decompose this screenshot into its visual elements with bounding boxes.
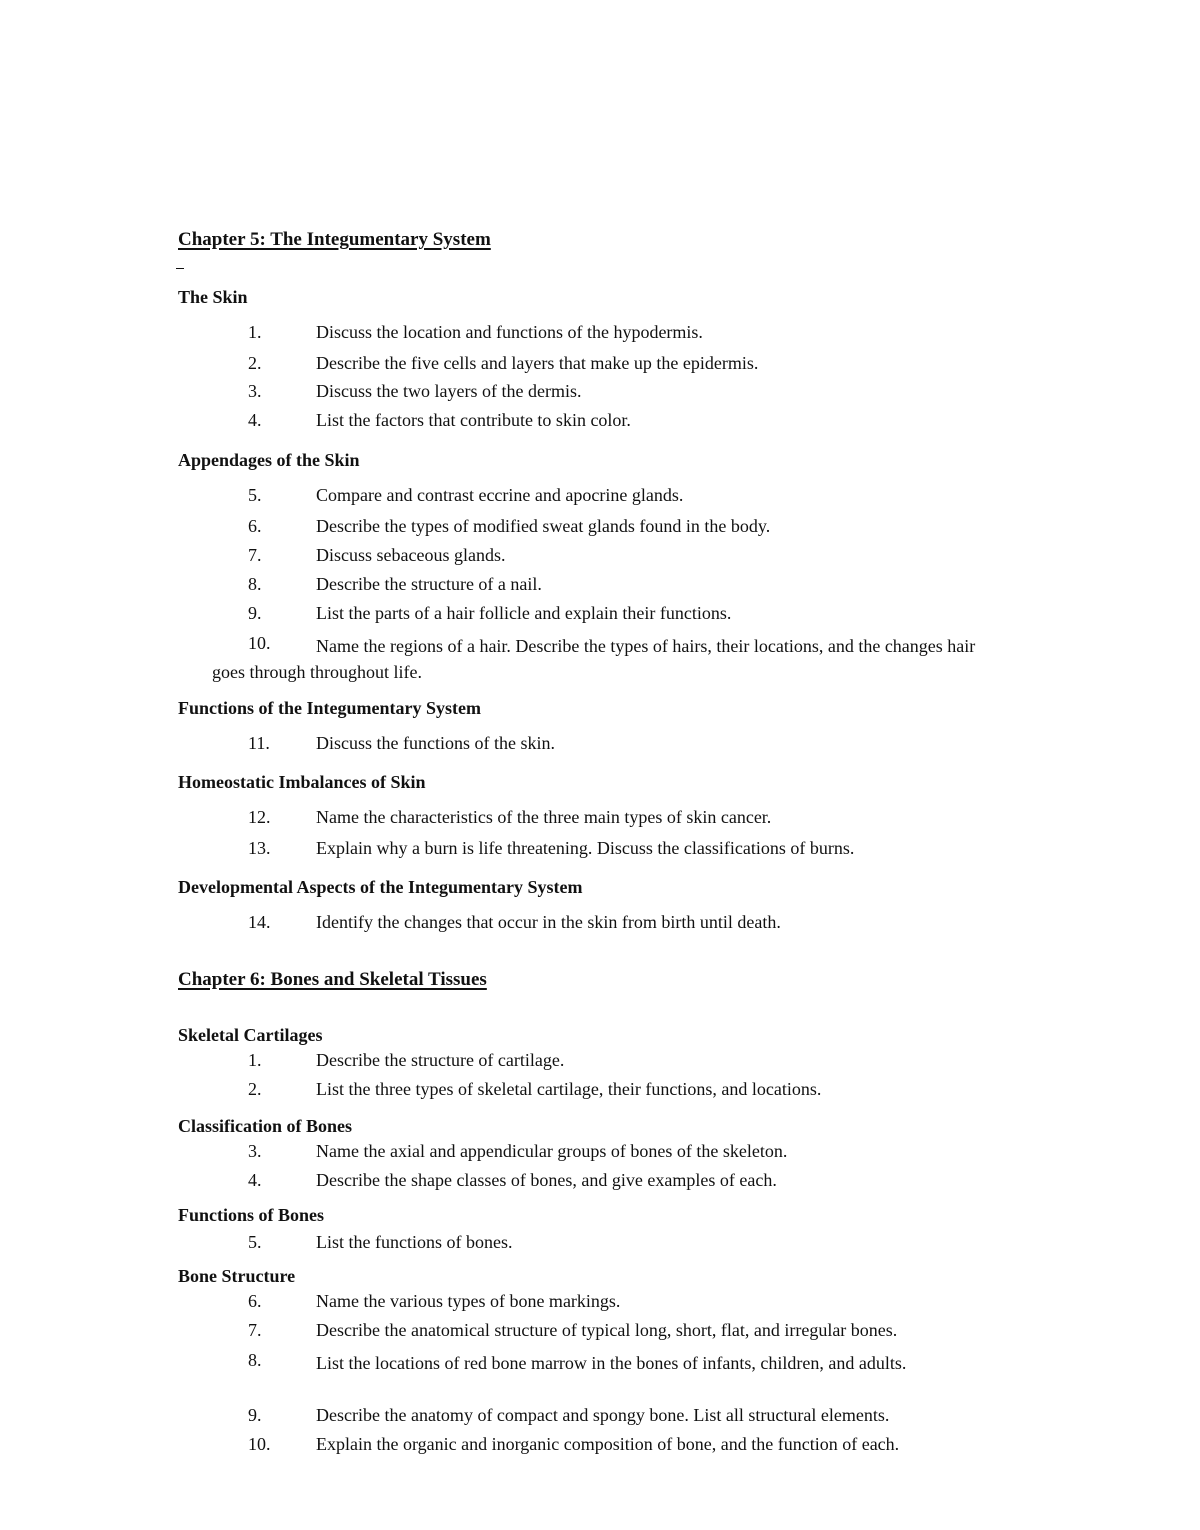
section-heading-functions-integumentary: Functions of the Integumentary System (178, 698, 481, 718)
item-text: Name the various types of bone markings. (316, 1291, 621, 1311)
item-text: List the locations of red bone marrow in the bones of infants, children, and adults. (316, 1353, 907, 1373)
section-heading-classification-of-bones: Classification of Bones (178, 1116, 353, 1136)
item-number: 7. (248, 545, 262, 565)
item-text: Explain why a burn is life threatening. Discuss the classifications of burns. (316, 838, 855, 858)
item-number: 5. (248, 1232, 262, 1252)
item-text: Describe the types of modified sweat glands found in the body. (316, 516, 771, 536)
chapter-5-title: Chapter 5: The Integumentary System (178, 229, 491, 250)
item-text: Name the regions of a hair. Describe the types of hairs, their locations, and the changes hair goes through throughout life. (212, 636, 976, 682)
item-number: 14. (248, 912, 271, 932)
item-text: Describe the anatomy of compact and spongy bone. List all structural elements. (316, 1405, 890, 1425)
section-heading-the-skin: The Skin (178, 287, 248, 307)
item-number: 9. (248, 1405, 262, 1425)
item-number: 5. (248, 485, 262, 505)
item-text: Compare and contrast eccrine and apocrine glands. (316, 485, 684, 505)
item-text: Describe the anatomical structure of typical long, short, flat, and irregular bones. (316, 1320, 898, 1340)
section-heading-bone-structure: Bone Structure (178, 1266, 296, 1286)
section-heading-appendages: Appendages of the Skin (178, 450, 360, 470)
item-text: Discuss the two layers of the dermis. (316, 381, 582, 401)
section-heading-skeletal-cartilages: Skeletal Cartilages (178, 1025, 323, 1045)
item-number: 11. (248, 733, 270, 753)
item-number: 12. (248, 807, 271, 827)
item-number: 4. (248, 410, 262, 430)
item-text: List the parts of a hair follicle and explain their functions. (316, 603, 732, 623)
item-number: 1. (248, 1050, 262, 1070)
item-number: 7. (248, 1320, 262, 1340)
item-text: Discuss sebaceous glands. (316, 545, 506, 565)
item-number: 8. (248, 574, 262, 594)
stray-underline (176, 268, 184, 269)
chapter-6-title: Chapter 6: Bones and Skeletal Tissues (178, 969, 487, 990)
item-text: Name the characteristics of the three main types of skin cancer. (316, 807, 772, 827)
item-text: List the functions of bones. (316, 1232, 513, 1252)
item-number: 10. (248, 633, 271, 653)
item-text: Name the axial and appendicular groups of bones of the skeleton. (316, 1141, 788, 1161)
item-number: 1. (248, 322, 262, 342)
item-text: Identify the changes that occur in the skin from birth until death. (316, 912, 781, 932)
item-text: Describe the shape classes of bones, and give examples of each. (316, 1170, 777, 1190)
item-text: Explain the organic and inorganic composition of bone, and the function of each. (316, 1434, 900, 1454)
item-text: Describe the five cells and layers that make up the epidermis. (316, 353, 759, 373)
section-heading-homeostatic-imbalances: Homeostatic Imbalances of Skin (178, 772, 426, 792)
section-heading-functions-of-bones: Functions of Bones (178, 1205, 325, 1225)
item-number: 2. (248, 1079, 262, 1099)
item-text: Discuss the functions of the skin. (316, 733, 555, 753)
section-heading-developmental-aspects: Developmental Aspects of the Integumentary System (178, 877, 583, 897)
item-text: Describe the structure of a nail. (316, 574, 542, 594)
item-number: 6. (248, 516, 262, 536)
item-number: 9. (248, 603, 262, 623)
item-number: 3. (248, 381, 262, 401)
item-number: 3. (248, 1141, 262, 1161)
item-number: 4. (248, 1170, 262, 1190)
item-number: 8. (248, 1350, 262, 1370)
item-number: 2. (248, 353, 262, 373)
item-number: 13. (248, 838, 271, 858)
item-text: Discuss the location and functions of the hypodermis. (316, 322, 703, 342)
item-text: Describe the structure of cartilage. (316, 1050, 565, 1070)
item-text: List the factors that contribute to skin color. (316, 410, 631, 430)
item-number: 6. (248, 1291, 262, 1311)
item-text: List the three types of skeletal cartilage, their functions, and locations. (316, 1079, 822, 1099)
item-number: 10. (248, 1434, 271, 1454)
